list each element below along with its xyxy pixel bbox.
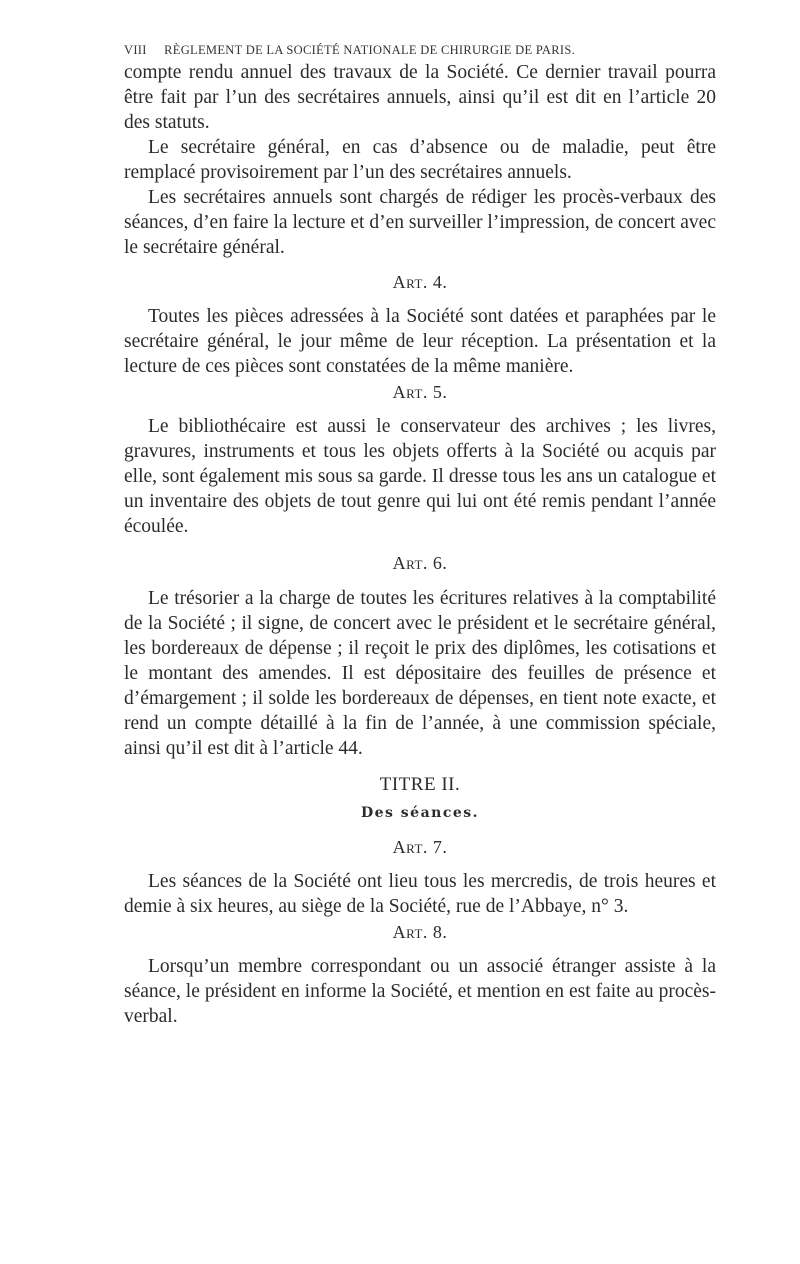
- running-head: [124, 40, 716, 60]
- paragraph-continued: compte rendu annuel des travaux de la Société. Ce dernier travail pourra être fait par l’un des secrétaires annuels, ainsi qu’il est dit en l’article 20 des statuts.: [124, 62, 716, 133]
- paragraph-secretaires-annuels: Les secrétaires annuels sont chargés de rédiger les procès-verbaux des séances, d’en faire la lecture et d’en surveiller l’impression, de concert avec le secrétaire général.: [124, 187, 716, 258]
- paragraph-article-8: Lorsqu’un membre correspondant ou un associé étranger assiste à la séance, le président en informe la Société, et mention en est faite au procès-verbal.: [124, 956, 716, 1027]
- page-number: VIII: [124, 43, 147, 57]
- running-title: RÈGLEMENT DE LA SOCIÉTÉ NATIONALE DE CHIRURGIE DE PARIS.: [164, 43, 576, 57]
- paragraph-article-4: Toutes les pièces adressées à la Société sont datées et paraphées par le secrétaire général, le jour même de leur réception. La présentation et la lecture de ces pièces sont constatées de la même manière.: [124, 306, 716, 377]
- paragraph-article-7: Les séances de la Société ont lieu tous les mercredis, de trois heures et demie à six heures, au siège de la Société, rue de l’Abbaye, n° 3.: [124, 871, 716, 917]
- titre-heading: TITRE II.: [379, 774, 461, 795]
- paragraph-secretaire-general: Le secrétaire général, en cas d’absence ou de maladie, peut être remplacé provisoirement par l’un des secrétaires annuels.: [124, 137, 716, 183]
- article-6-heading: Art. 6.: [392, 553, 448, 573]
- document-page: [124, 40, 716, 1029]
- article-7-heading: Art. 7.: [392, 837, 448, 857]
- paragraph-article-6: Le trésorier a la charge de toutes les écritures relatives à la comptabilité de la Société ; il signe, de concert avec le président et le secrétaire général, les bordereaux de dépense ; il reçoit le prix des diplômes, les cotisations et le montant des amendes. Il est dépositaire des feuilles de présence et d’émargement ; il solde les bordereaux de dépenses, en tient note exacte, et rend un compte détaillé à la fin de l’année, à une commission spéciale, ainsi qu’il est dit à l’article 44.: [124, 588, 716, 759]
- article-4-heading: Art. 4.: [392, 272, 448, 292]
- article-5-heading: Art. 5.: [392, 382, 448, 402]
- paragraph-article-5: Le bibliothécaire est aussi le conservateur des archives ; les livres, gravures, instruments et tous les objets offerts à la Société ou acquis par elle, sont également mis sous sa garde. Il dresse tous les ans un catalogue et un inventaire des objets de tout genre qui lui ont été remis pendant l’année écoulée.: [124, 416, 716, 537]
- section-subtitle: Des séances.: [360, 805, 480, 821]
- article-8-heading: Art. 8.: [392, 922, 448, 942]
